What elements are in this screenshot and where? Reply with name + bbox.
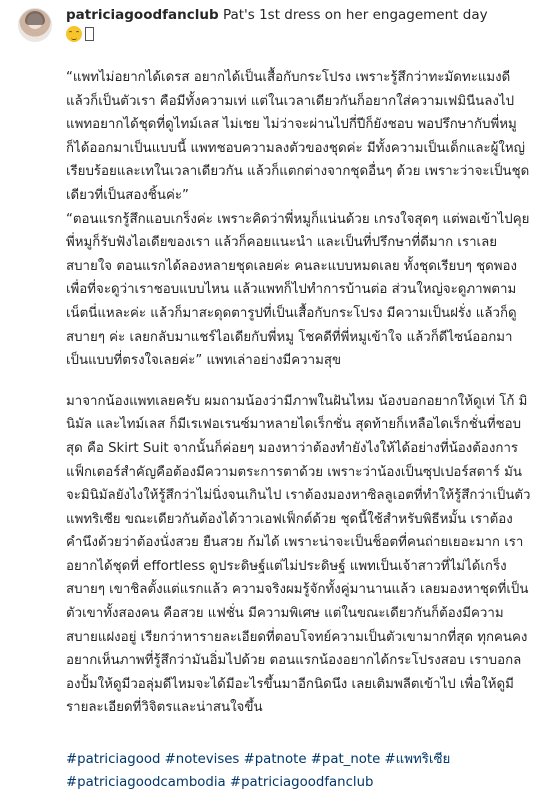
quote-paragraph-2: “ตอนแรกรู้สึกแอบเกร็งค่ะ เพราะคิดว่าพี่หมูก็แน่นด้วย เกรงใจสุดๆ แต่พอเข้าไปคุย พี่หมูก็รับฟังไอเดียของเรา แล้วก็คอยแนะนำ และเป็นที่ปรึกษาที่ดีมาก เราเลยสบายใจ ตอนแรกได้ลองหลายชุดเลยค่ะ คนละแบบหมดเลย ทั้งชุดเรียบๆ ชุดพอง เพื่อที่จะดูว่าเราชอบแบบไหน แล้วแพทก็ไปทำการบ้านต่อ ส่วนใหญ่จะดูภาพตามเน็ตนี่แหละค่ะ แล้วก็มาสะดุดตารูปที่เป็นเสื้อกับกระโปรง มีความเป็นฝรั่ง แล้วก็ดูสบายๆ ค่ะ เลยกลับมาแชร์ไอเดียกับพี่หมู โชคดีที่พี่หมูเข้าใจ แล้วก็ดีไซน์ออกมาเป็นแบบที่ตรงใจเลยค่ะ” แพทเล่าอย่างมีความสุข [66,211,530,369]
hashtag-link[interactable]: #pat_note [310,752,381,767]
hashtag-link[interactable]: #patriciagoodcambodia [66,775,226,790]
avatar[interactable] [18,8,52,42]
caption-first-line: Pat's 1st dress on her engagement day [222,7,488,23]
paragraph-gap [66,373,534,390]
quote-paragraph-1: “แพทไม่อยากได้เดรส อยากได้เป็นเสื้อกับกระโปรง เพราะรู้สึกว่าทะมัดทะแมงดี แล้วก็เป็นตัวเรา คือมีทั้งความเท่ แต่ในเวลาเดียวกันก็อยากใส่ความเฟมินีนลงไป แพทอยากได้ชุดที่ดูไทม์เลส ไม่เชย ไม่ว่าจะผ่านไปกี่ปีก็ยังชอบ พอปรึกษากับพี่หมูก็ได้ออกมาเป็นแบบนี้ แพทชอบความลงตัวของชุดค่ะ มีทั้งความเป็นเด็กและผู้ใหญ่ เรียบร้อยและเทในเวลาเดียวกัน แล้วก็แตกต่างจากชุดอื่นๆ ด้วย เพราะว่าจะเป็นชุดเดียวที่เป็นสองชิ้นค่ะ” [66,70,530,203]
hashtag-link[interactable]: #patriciagood [66,752,161,767]
missing-glyph-icon [85,27,94,41]
caption-body [66,66,534,720]
designer-paragraph: มาจากน้องแพทเลยครับ ผมถามน้องว่ามีภาพในฝันไหม น้องบอกอยากให้ดูเท่ โก้ มินิมัล และไทม์เลส ก็มีเรเฟอเรนซ์มาหลายไดเร็กชั่น สุดท้ายก็เหลือไดเร็กชั่นที่ชอบสุด คือ Skirt Suit จากนั้นก็ค่อยๆ มองหาว่าต้องทำยังไงให้ได้อย่างที่น้องต้องการ แฟ็กเตอร์สำคัญคือต้องมีความตระการตาด้วย เพราะว่าน้องเป็นซุปเปอร์สตาร์ มันจะมินิมัลยังไงให้รู้สึกว่าไม่นิ่งจนเกินไป เราต้องมองหาซิลลูเอตที่ทำให้รู้สึกว่าเป็นตัวแพทริเซีย ขณะเดียวกันต้องได้วาวเอฟเฟ็กต์ด้วย ชุดนี้ใช้สำหรับพิธีหมั้น เราต้องคำนึงด้วยว่าต้องนั่งสวย ยืนสวย ก้มได้ เพราะน่าจะเป็นช็อตที่คนถ่ายเยอะมาก เราอยากได้ชุดที่ effortless ดูประดิษฐ์แต่ไม่ประดิษฐ์ แพทเป็นเจ้าสาวที่ไม่ได้เกร็ง สบายๆ เขาชิลตั้งแต่แรกแล้ว ความจริงผมรู้จักทั้งคู่มานานแล้ว เลยมองหาชุดที่เป็นตัวเขาทั้งสองคน คือสวย แฟชั่น มีความพิเศษ แต่ในขณะเดียวกันก็ต้องมีความสบายแฝงอยู่ เรียกว่าหารายละเอียดที่ตอบโจทย์ความเป็นตัวเขามากที่สุด ทุกคนคงอยากเห็นภาพที่รู้สึกว่ามันอิ่มไปด้วย ตอนแรกน้องอยากได้กระโปรงสอบ เราบอกลองปั้มให้ดูมีวอลุ่มดีไหมจะได้มีอะไรขึ้นมาอีกนิดนึง เลยเติมพลีตเข้าไป เพื่อให้ดูมีรายละเอียดที่วิจิตรและน่าสนใจขึ้น [66,393,531,716]
hashtag-list [66,748,536,794]
smiling-face-emoji-icon [66,26,82,42]
hashtag-link[interactable]: #notevises [164,752,240,767]
username-link[interactable]: patriciagoodfanclub [66,7,219,23]
hashtag-link[interactable]: #patnote [243,752,307,767]
caption-header [66,6,536,45]
hashtag-link[interactable]: #แพทริเซีย [384,752,451,767]
hashtag-link[interactable]: #patriciagoodfanclub [229,775,374,790]
emoji-row [66,26,536,45]
